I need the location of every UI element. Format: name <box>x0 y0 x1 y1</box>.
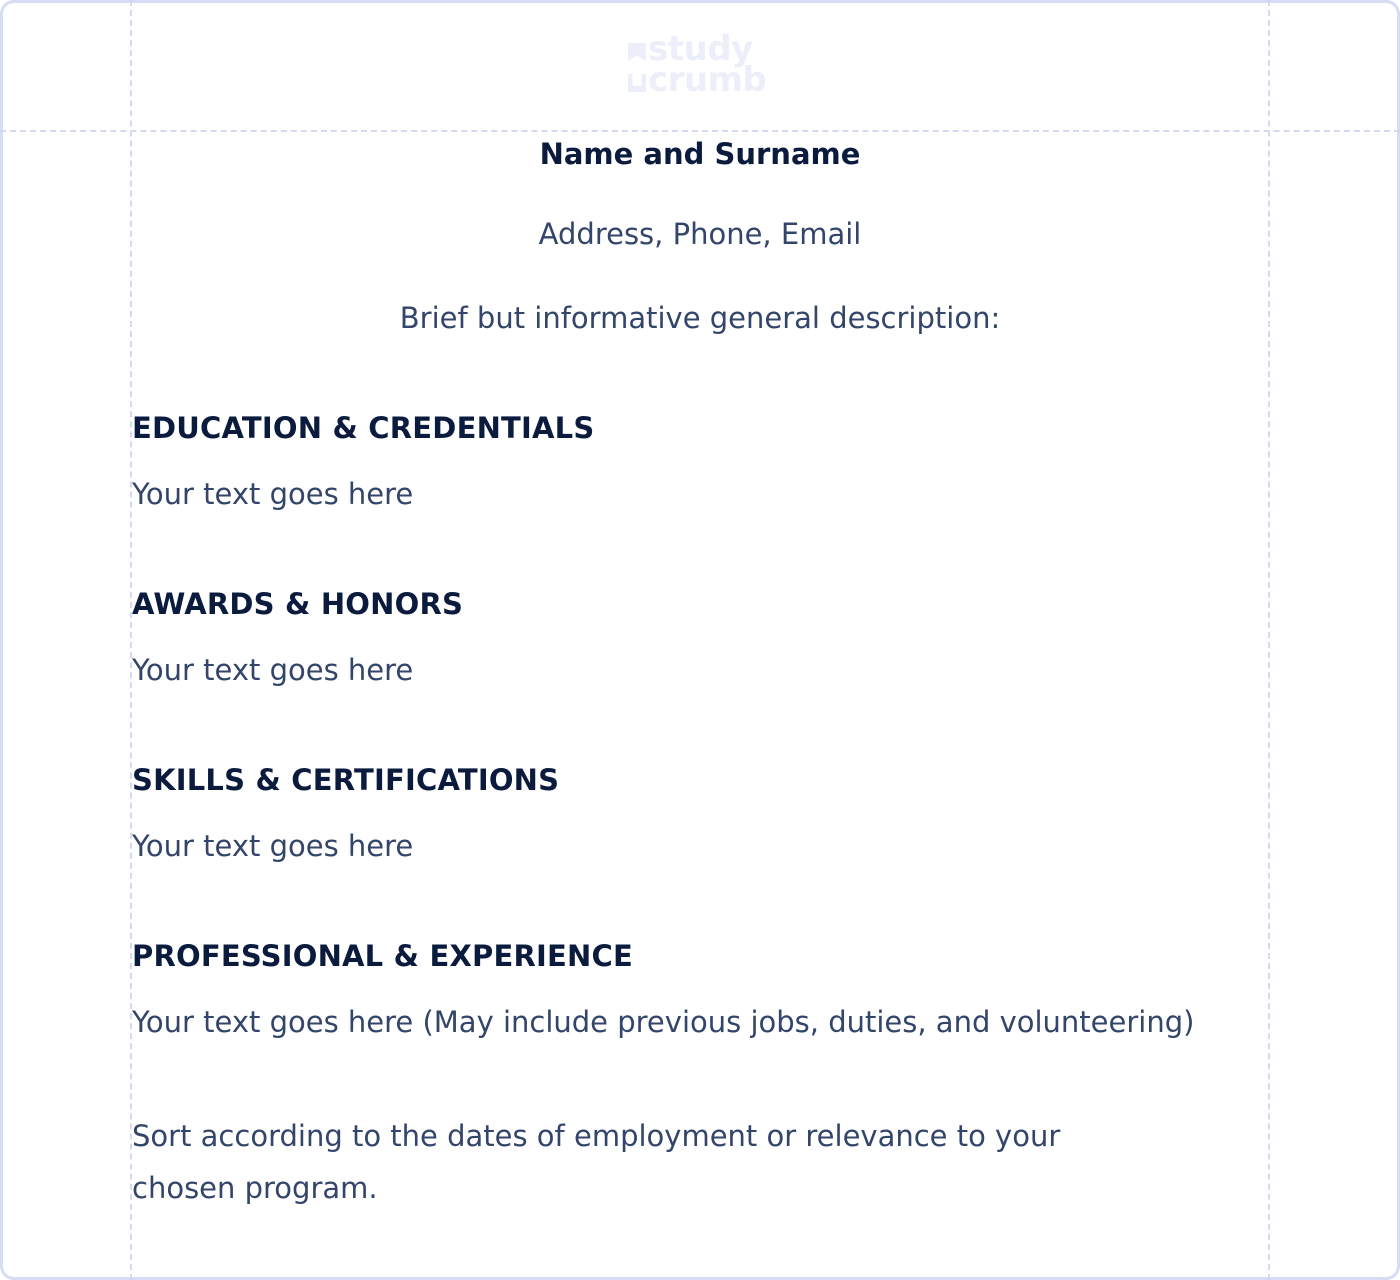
description-line: Brief but informative general description: <box>399 301 1001 335</box>
contact-line: Address, Phone, Email <box>538 217 862 251</box>
studycrumb-logo <box>628 29 778 100</box>
section-body-education: Your text goes here <box>132 477 414 511</box>
right-margin-guide <box>1268 0 1270 1280</box>
section-body-experience: Your text goes here (May include previous jobs, duties, and volunteering) <box>132 1005 1195 1039</box>
logo-word-study: study <box>648 29 753 69</box>
header-margin-guide <box>0 130 1400 132</box>
section-heading-experience: PROFESSIONAL & EXPERIENCE <box>132 939 633 973</box>
logo-word-crumb: crumb <box>648 60 767 100</box>
name-heading: Name and Surname <box>539 137 861 171</box>
left-margin-guide <box>130 0 132 1280</box>
bookmark-icon <box>628 43 646 61</box>
section-heading-education: EDUCATION & CREDENTIALS <box>132 411 595 445</box>
section-heading-awards: AWARDS & HONORS <box>132 587 464 621</box>
section-heading-skills: SKILLS & CERTIFICATIONS <box>132 763 560 797</box>
cup-icon <box>628 74 646 92</box>
sort-instruction-note: Sort according to the dates of employment or relevance to your chosen program. <box>132 1119 1061 1205</box>
section-body-awards: Your text goes here <box>132 653 414 687</box>
section-body-skills: Your text goes here <box>132 829 414 863</box>
